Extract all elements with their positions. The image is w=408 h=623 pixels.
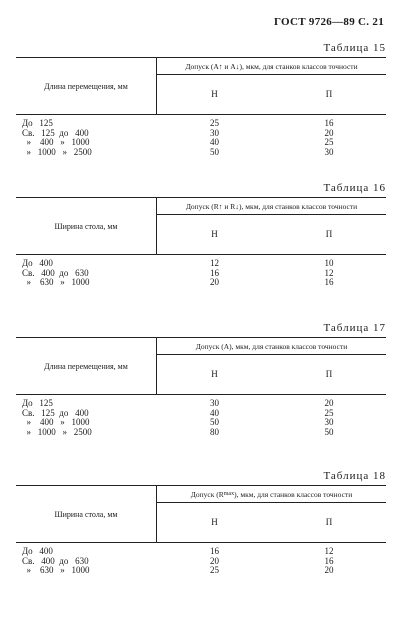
table-body (16, 119, 386, 157)
col-n-header: Н (211, 89, 218, 99)
col-n-header: Н (211, 369, 218, 379)
col-p-header: П (325, 517, 333, 527)
table-15 (16, 42, 386, 157)
table-body (16, 399, 386, 437)
group-header: Допуск (A), мкм, для станков классов точности (157, 338, 386, 355)
table-18 (16, 470, 386, 576)
table-row: До 400 12 10 (22, 258, 334, 268)
row-header: Ширина стола, мм (54, 221, 118, 231)
table-body (16, 259, 386, 288)
group-header: Допуск (R↑ и R↓), мкм, для станков классов точности (157, 198, 386, 215)
col-p-header: П (325, 89, 333, 99)
table-title: Таблица 16 (323, 182, 386, 194)
table-header (16, 57, 386, 115)
table-header (16, 197, 386, 255)
row-header: Длина перемещения, мм (44, 361, 128, 371)
table-row: » 1000 » 2500 80 50 (22, 426, 334, 437)
col-n-header: Н (211, 517, 218, 527)
table-header (16, 485, 386, 543)
table-row: » 400 » 1000 50 30 (22, 417, 334, 427)
table-17 (16, 322, 386, 437)
table-row: Св. 125 до 400 40 25 (22, 407, 334, 418)
table-row: Св. 125 до 400 30 20 (22, 127, 334, 138)
table-row: » 630 » 1000 20 16 (22, 277, 334, 287)
table-row: До 125 30 20 (22, 398, 334, 408)
table-row: До 400 16 12 (22, 546, 334, 556)
table-header (16, 337, 386, 395)
group-header: Допуск (A↑ и A↓), мкм, для станков классов точности (157, 58, 386, 75)
table-title: Таблица 18 (323, 470, 386, 482)
table-title: Таблица 15 (323, 42, 386, 54)
col-p-header: П (325, 229, 333, 239)
group-header: Допуск (R max ), мкм, для станков классов точности (157, 486, 386, 503)
row-header: Ширина стола, мм (54, 509, 118, 519)
row-header: Длина перемещения, мм (44, 81, 128, 91)
table-row: » 400 » 1000 40 25 (22, 137, 334, 147)
col-p-header: П (325, 369, 333, 379)
table-title: Таблица 17 (323, 322, 386, 334)
table-body (16, 547, 386, 576)
table-16 (16, 182, 386, 288)
table-row: До 125 25 16 (22, 118, 334, 128)
page-header: ГОСТ 9726—89 С. 21 (273, 16, 384, 28)
table-row: Св. 400 до 630 20 16 (22, 555, 334, 566)
table-row: » 1000 » 2500 50 30 (22, 146, 334, 157)
table-row: » 630 » 1000 25 20 (22, 565, 334, 575)
table-row: Св. 400 до 630 16 12 (22, 267, 334, 278)
col-n-header: Н (211, 229, 218, 239)
